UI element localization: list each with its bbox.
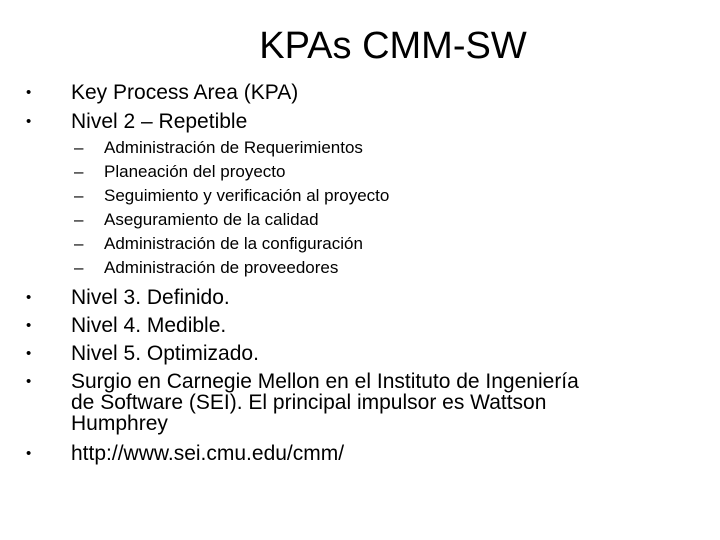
origin-line: Humphrey [71, 412, 168, 435]
bullet-icon: • [26, 84, 32, 101]
dash-icon: – [74, 234, 84, 253]
dash-icon: – [74, 162, 84, 181]
sub-item-text: Planeación del proyecto [104, 162, 286, 181]
bullet-text: Key Process Area (KPA) [71, 81, 299, 104]
url-link[interactable]: http://www.sei.cmu.edu/cmm/ [71, 442, 345, 465]
bullet-icon: • [26, 317, 32, 334]
bullet-icon: • [26, 373, 32, 390]
bullet-icon: • [26, 445, 32, 462]
sub-item-text: Administración de la configuración [104, 234, 363, 253]
origin-paragraph [71, 371, 691, 434]
sub-item-text: Administración de Requerimientos [104, 138, 363, 157]
dash-icon: – [74, 210, 84, 229]
bullet-icon: • [26, 289, 32, 306]
origin-line: Surgio en Carnegie Mellon en el Instituto de Ingeniería [71, 370, 579, 393]
bullet-text: Nivel 4. Medible. [71, 314, 227, 337]
dash-icon: – [74, 258, 84, 277]
sub-item-text: Seguimiento y verificación al proyecto [104, 186, 390, 205]
bullet-text: Nivel 2 – Repetible [71, 110, 248, 133]
sub-item-text: Aseguramiento de la calidad [104, 210, 319, 229]
slide-title: KPAs CMM-SW [259, 25, 527, 67]
bullet-icon: • [26, 345, 32, 362]
bullet-text: Nivel 3. Definido. [71, 286, 230, 309]
bullet-icon: • [26, 113, 32, 130]
sub-item-text: Administración de proveedores [104, 258, 339, 277]
dash-icon: – [74, 186, 84, 205]
dash-icon: – [74, 138, 84, 157]
bullet-text: Nivel 5. Optimizado. [71, 342, 259, 365]
origin-line: de Software (SEI). El principal impulsor es Wattson [71, 391, 547, 414]
